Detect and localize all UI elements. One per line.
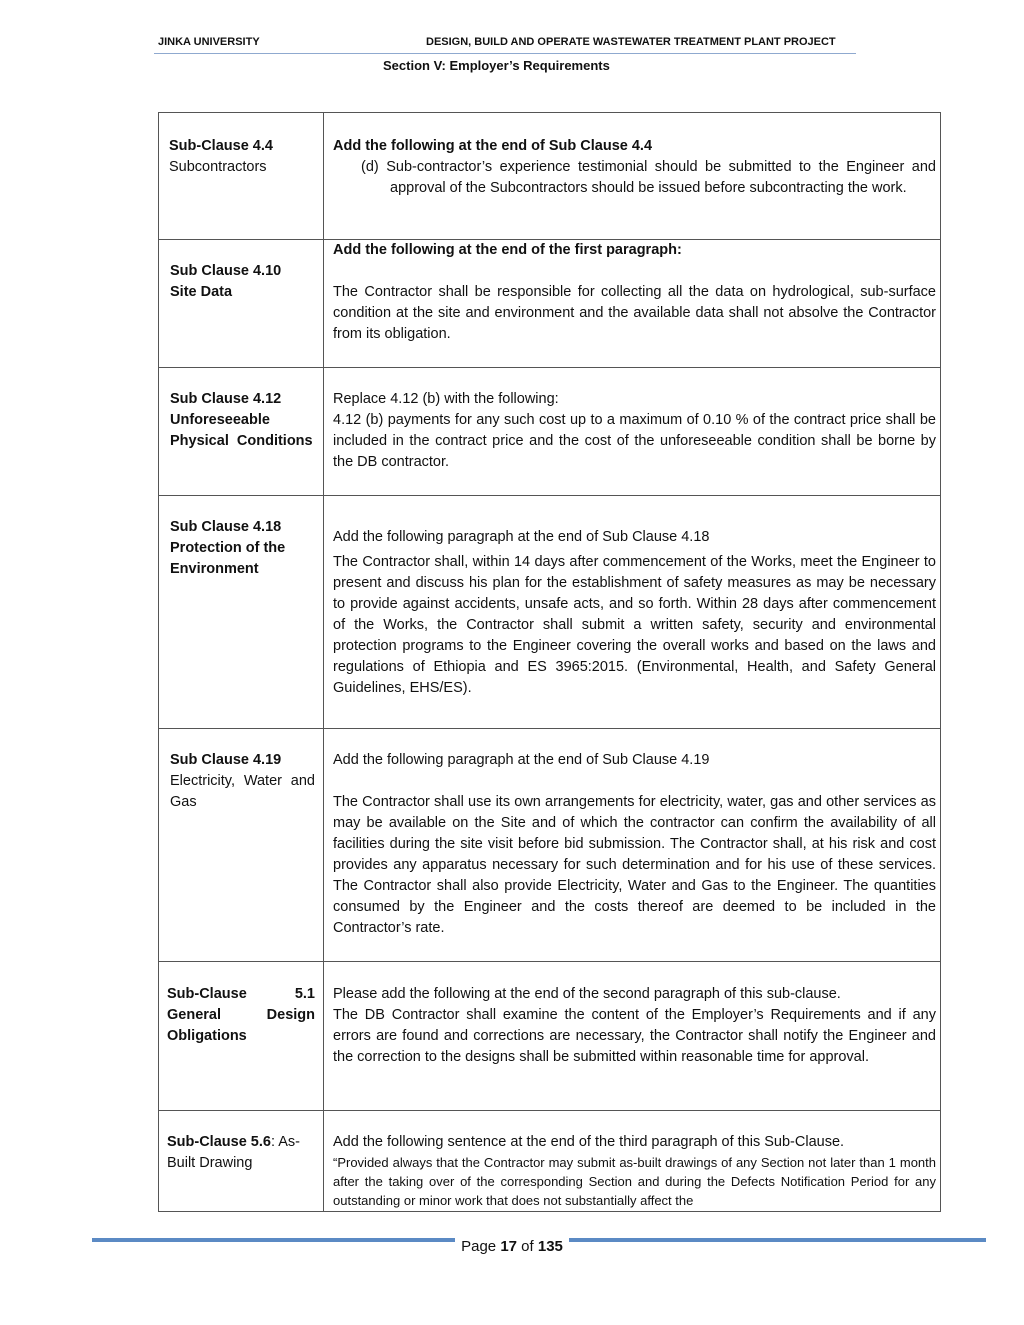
clause-cell [159, 729, 324, 962]
clause-body: 4.12 (b) payments for any such cost up to a maximum of 0.10 % of the contract price shall be included in the contract price and the cost of the unforeseeable condition shall be borne by the DB contractor. [333, 412, 936, 470]
table-row-4-10 [159, 240, 941, 368]
table-row-4-19 [159, 729, 941, 962]
table-row-4-12 [159, 368, 941, 496]
clause-body: The Contractor shall, within 14 days after commencement of the Works, meet the Engineer to present and discuss his plan for the establishment of safety measures as may be necessary to provide against accidents, unsafe acts, and so forth. Within 28 days after commencement of the Works, the Contractor shall submit a written safety, security and environmental protection programs to the Engineer covering the overall works and based on the laws and regulations of Ethiopia and ES 3965:2015. (Environmental, Health, and Safety General Guidelines, EHS/ES). [333, 554, 936, 696]
clause-cell [159, 496, 324, 729]
clause-number: Sub Clause 4.19 [170, 752, 282, 768]
clause-body: “Provided always that the Contractor may submit as-built drawings of any Section not later than 1 month after the taking over of the corresponding Section and during the Defects Notification Period for any outstanding or minor work that does not substantially affect the [333, 1155, 936, 1208]
clause-intro: Add the following paragraph at the end of Sub Clause 4.19 [333, 752, 710, 768]
clause-intro: Add the following at the end of Sub Clause 4.4 [333, 138, 653, 154]
clause-title-line2: Environment [170, 561, 259, 577]
clause-title: Electricity, Water and Gas [170, 773, 315, 810]
clause-cell [159, 368, 324, 496]
clause-body: The Contractor shall use its own arrangements for electricity, water, gas and other services as may be available on the Site and of which the contractor can confirm the availability of all facilities during the site visit before bid submission. The Contractor shall, at his risk and cost provides any apparatus necessary for such determination and for his use of these services. The Contractor shall also provide Electricity, Water and Gas to the Engineer. The quantities consumed by the Engineer and the costs thereof are deemed to be included in the Contractor’s rate. [333, 794, 936, 936]
clause-number: Sub Clause 4.12 [170, 391, 282, 407]
table-row-5-6 [159, 1111, 941, 1212]
clause-title: Subcontractors [169, 159, 267, 175]
clause-intro: Add the following sentence at the end of the third paragraph of this Sub-Clause. [333, 1134, 845, 1150]
clause-cell [159, 113, 324, 240]
header-divider [154, 53, 856, 54]
clause-title: : As-Built Drawing [167, 1134, 300, 1171]
clause-text-cell [324, 113, 941, 240]
clause-number: Sub Clause 4.18 [170, 519, 282, 535]
page-label: Page [461, 1238, 501, 1255]
clause-title: Site Data [170, 284, 233, 300]
clause-title-line2: Physical Conditions [170, 433, 313, 449]
table-row-5-1 [159, 962, 941, 1111]
clause-body: The DB Contractor shall examine the content of the Employer’s Requirements and if any errors are found and corrections are necessary, the Contractor shall notify the Engineer and the correction to the designs shall be submitted within reasonable time for approval. [333, 1007, 936, 1065]
table-row-4-18 [159, 496, 941, 729]
clause-intro: Add the following at the end of the first paragraph: [333, 242, 682, 258]
header-project-title: DESIGN, BUILD AND OPERATE WASTEWATER TREATMENT PLANT PROJECT [426, 36, 836, 48]
clause-text-cell [324, 496, 941, 729]
clause-intro: Replace 4.12 (b) with the following: [333, 391, 559, 407]
clause-number-title: Sub-Clause 5.1 General Design Obligations [167, 986, 315, 1044]
header-organization: JINKA UNIVERSITY [158, 36, 260, 48]
table-row-4-4 [159, 113, 941, 240]
clause-text-cell [324, 962, 941, 1111]
clause-cell [159, 240, 324, 368]
clause-text-cell [324, 1111, 941, 1212]
clause-number-title [167, 1132, 315, 1174]
clause-number: Sub-Clause 4.4 [169, 138, 273, 154]
clause-cell [159, 962, 324, 1111]
section-title: Section V: Employer’s Requirements [383, 58, 610, 73]
clause-intro: Please add the following at the end of the second paragraph of this sub-clause. [333, 986, 841, 1002]
clause-title-line1: Unforeseeable [170, 412, 270, 428]
page-of: of [517, 1238, 538, 1255]
clause-text-cell [324, 368, 941, 496]
clause-text-cell [324, 729, 941, 962]
clause-number: Sub-Clause 5.6 [167, 1134, 271, 1150]
requirements-table [158, 112, 941, 1212]
current-page: 17 [500, 1238, 517, 1255]
clause-title-line1: Protection of the [170, 540, 286, 556]
clause-body: The Contractor shall be responsible for collecting all the data on hydrological, sub-surface condition at the site and environment and the available data shall not absolve the Contractor from its obligation. [333, 284, 936, 342]
clause-item: (d) Sub-contractor’s experience testimonial should be submitted to the Engineer and approval of the Subcontractors should be issued before subcontracting the work. [361, 159, 936, 196]
total-pages: 135 [537, 1238, 563, 1255]
clause-number: Sub Clause 4.10 [170, 263, 282, 279]
page-number [0, 1238, 1024, 1255]
clause-cell [159, 1111, 324, 1212]
clause-text-cell [324, 240, 941, 368]
clause-intro: Add the following paragraph at the end of Sub Clause 4.18 [333, 529, 710, 545]
